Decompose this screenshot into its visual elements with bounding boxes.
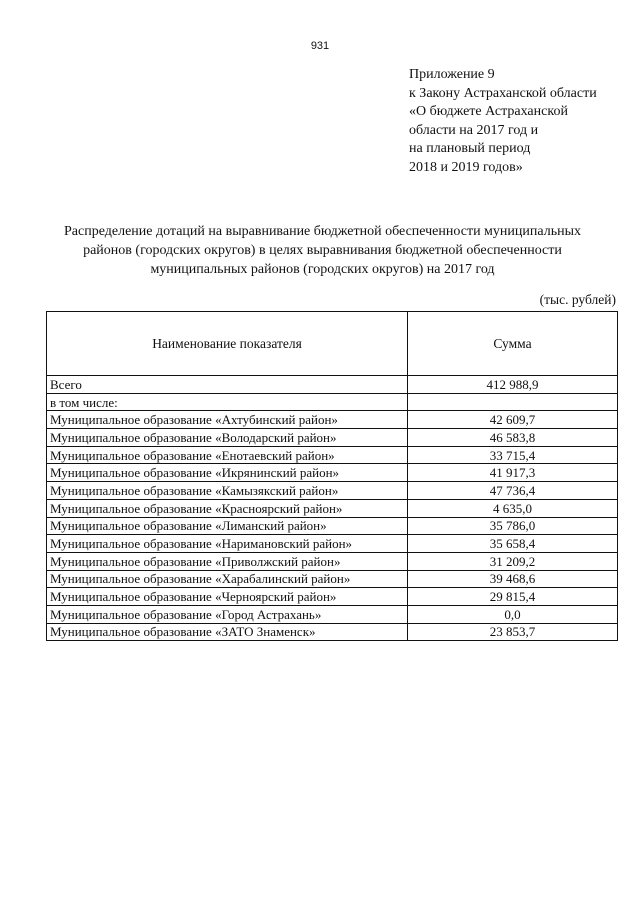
title-line: Распределение дотаций на выравнивание бюджетной обеспеченности муниципальных (64, 224, 581, 239)
document-title (40, 222, 605, 279)
row-name: Всего (47, 376, 408, 394)
title-line: районов (городских округов) в целях выравнивания бюджетной обеспеченности (83, 243, 562, 258)
table-row (47, 552, 618, 570)
row-sum (408, 393, 618, 411)
title-line: муниципальных районов (городских округов) на 2017 год (150, 262, 495, 277)
header-name: Наименование показателя (47, 312, 408, 376)
row-sum: 35 658,4 (408, 535, 618, 553)
table-row (47, 588, 618, 606)
row-sum: 35 786,0 (408, 517, 618, 535)
table-row (47, 411, 618, 429)
row-name: Муниципальное образование «Ахтубинский район» (47, 411, 408, 429)
units-label: (тыс. рублей) (539, 292, 616, 307)
appendix-line: области на 2017 год и (409, 122, 539, 138)
table-row (47, 570, 618, 588)
row-name: Муниципальное образование «Енотаевский район» (47, 446, 408, 464)
table-row (47, 446, 618, 464)
row-name: Муниципальное образование «Город Астрахань» (47, 605, 408, 623)
header-sum: Сумма (408, 312, 618, 376)
row-name: в том числе: (47, 393, 408, 411)
appendix-line: «О бюджете Астраханской (409, 104, 568, 119)
table-row (47, 393, 618, 411)
row-name: Муниципальное образование «Наримановский район» (47, 535, 408, 553)
row-sum: 0,0 (408, 605, 618, 623)
row-sum: 41 917,3 (408, 464, 618, 482)
table-row (47, 623, 618, 641)
table-row (47, 376, 618, 394)
table-row (47, 464, 618, 482)
row-name: Муниципальное образование «Камызякский район» (47, 482, 408, 500)
row-sum: 46 583,8 (408, 429, 618, 447)
row-sum: 412 988,9 (408, 376, 618, 394)
row-name: Муниципальное образование «ЗАТО Знаменск» (47, 623, 408, 641)
row-sum: 33 715,4 (408, 446, 618, 464)
row-name: Муниципальное образование «Черноярский район» (47, 588, 408, 606)
table-body (47, 376, 618, 641)
table-row (47, 605, 618, 623)
appendix-line: на плановый период (409, 141, 531, 156)
appendix-line: Приложение 9 (409, 67, 495, 82)
row-sum: 23 853,7 (408, 623, 618, 641)
subsidy-table (46, 311, 618, 641)
row-name: Муниципальное образование «Икрянинский район» (47, 464, 408, 482)
table-row (47, 429, 618, 447)
appendix-reference (409, 66, 634, 177)
appendix-line: к Закону Астраханской области (409, 85, 597, 101)
row-sum: 29 815,4 (408, 588, 618, 606)
table-row (47, 517, 618, 535)
row-name: Муниципальное образование «Красноярский район» (47, 499, 408, 517)
appendix-line: 2018 и 2019 годов» (409, 159, 523, 175)
table-row (47, 535, 618, 553)
page-number: 931 (310, 40, 330, 52)
row-name: Муниципальное образование «Лиманский район» (47, 517, 408, 535)
table-header-row (47, 312, 618, 376)
row-name: Муниципальное образование «Володарский район» (47, 429, 408, 447)
row-sum: 31 209,2 (408, 552, 618, 570)
row-sum: 47 736,4 (408, 482, 618, 500)
row-sum: 39 468,6 (408, 570, 618, 588)
row-name: Муниципальное образование «Харабалинский район» (47, 570, 408, 588)
row-name: Муниципальное образование «Приволжский район» (47, 552, 408, 570)
row-sum: 4 635,0 (408, 499, 618, 517)
table-row (47, 499, 618, 517)
row-sum: 42 609,7 (408, 411, 618, 429)
table-row (47, 482, 618, 500)
